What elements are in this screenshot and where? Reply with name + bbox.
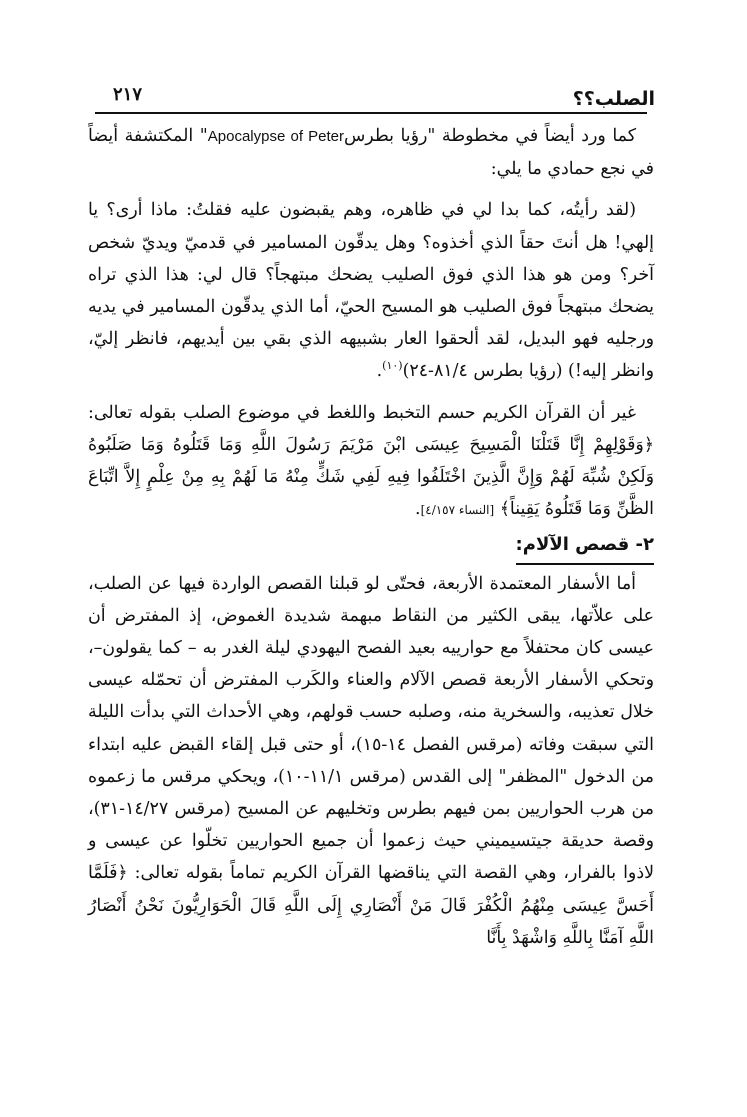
intro-paragraph bbox=[88, 120, 654, 185]
passion-text: أما الأسفار المعتمدة الأربعة، فحتّى لو قبلنا القصص الواردة فيها عن الصلب، على علاّتها، يبقى الكثير من النقاط مبهمة شديدة الغموض، إذ المفترض أن عيسى كان محتفلاً مع حوارييه بعيد الفصح اليهودي ليلة الغدر به – كما يقولون–، وتحكي الأسفار الأربعة قصص الآلام والعناء والكَرب المفترض أن تحمّله عيسى خلال تعذيبه، والسخرية منه، وصلبه حسب قولهم، وهي الأحداث التي بدأت الليلة التي سبقت وفاته (مرقس الفصل ١٤-١٥)، أو حتى قبل إلقاء القبض عليه ابتداء من الدخول "المظفر" إلى القدس (مرقس ١١/١-١٠)، ويحكي مرقس ما زعموه من هرب الحواريين بمن فيهم بطرس وتخليهم عن المسيح (مرقس ١٤/٢٧-٣١)، وقصة حديقة جيتسيميني حيث زعموا أن جميع الحواريين تخلّوا عن عيسى و لاذوا بالفرار، وهي القصة التي يناقضها القرآن الكريم تماماً بقوله تعالى: bbox=[88, 573, 654, 884]
page-number: ٢١٧ bbox=[113, 84, 143, 105]
intro-text-after-title: " المكتشفة أيضاً في نجع حمادي ما يلي: bbox=[88, 126, 654, 180]
peter-quote-paragraph bbox=[88, 194, 654, 387]
passion-paragraph bbox=[88, 568, 654, 954]
footnote-marker: (١٠) bbox=[382, 359, 403, 373]
page-body bbox=[88, 120, 654, 954]
section-heading bbox=[88, 529, 654, 564]
quran-intro-text: غير أن القرآن الكريم حسم التخبط واللغط في موضوع الصلب بقوله تعالى: bbox=[88, 402, 636, 423]
quran-verse-al-imran: ﴿فَلَمَّا أَحَسَّ عِيسَى مِنْهُمُ الْكُفْرَ قَالَ مَنْ أَنْصَارِي إِلَى اللَّهِ قَالَ الْحَوَارِيُّونَ نَحْنُ أَنْصَارُ اللَّهِ آمَنَّا بِاللَّهِ وَاشْهَدْ بِأَنَّا bbox=[88, 863, 654, 948]
latin-manuscript-title: Apocalypse of Peter bbox=[207, 128, 344, 145]
section-heading-text: ٢- قصص الآلام: bbox=[516, 529, 654, 564]
quran-verse-nisa: ﴿وَقَوْلِهِمْ إِنَّا قَتَلْنَا الْمَسِيحَ عِيسَى ابْنَ مَرْيَمَ رَسُولَ اللَّهِ وَمَا قَتَلُوهُ وَمَا صَلَبُوهُ وَلَكِنْ شُبِّهَ لَهُمْ وَإِنَّ الَّذِينَ اخْتَلَفُوا فِيهِ لَفِي شَكٍّ مِنْهُ مَا لَهُمْ بِهِ مِنْ عِلْمٍ إِلاَّ اتِّبَاعَ الظَّنِّ وَمَا قَتَلُوهُ يَقِيناً﴾ bbox=[88, 434, 654, 520]
peter-quote-end: . bbox=[376, 361, 383, 382]
quran-paragraph bbox=[88, 397, 654, 527]
page-header bbox=[95, 72, 655, 114]
running-title: الصلب؟؟ bbox=[572, 88, 655, 110]
quran-end: . bbox=[415, 499, 421, 520]
peter-quote-text: (لقد رأيتُه، كما بدا لي في ظاهره، وهم يقبضون عليه فقلتُ: ماذا أرى؟ يا إلهي! هل أنتَ حقاً الذي أخذوه؟ وهل يدقّون المسامير في قدميّ ويديّ شخص آخر؟ ومن هو هذا الذي فوق الصليب يضحك مبتهجاً؟ قال لي: هذا الذي تراه يضحك مبتهجاً فوق الصليب هو المسيح الحيّ، أما الذي يدقّون المسامير في يديه ورجليه فهو البديل، لقد ألحقوا العار بشبيهه الذي بقي بين أيديهم، فانظر إليّ، وانظر إليه!) (رؤيا بطرس ٨١/٤-٢٤) bbox=[88, 200, 654, 382]
intro-text-before-title: كما ورد أيضاً في مخطوطة "رؤيا بطرس bbox=[344, 126, 636, 146]
quran-reference: [النساء ٤/١٥٧] bbox=[420, 503, 495, 518]
